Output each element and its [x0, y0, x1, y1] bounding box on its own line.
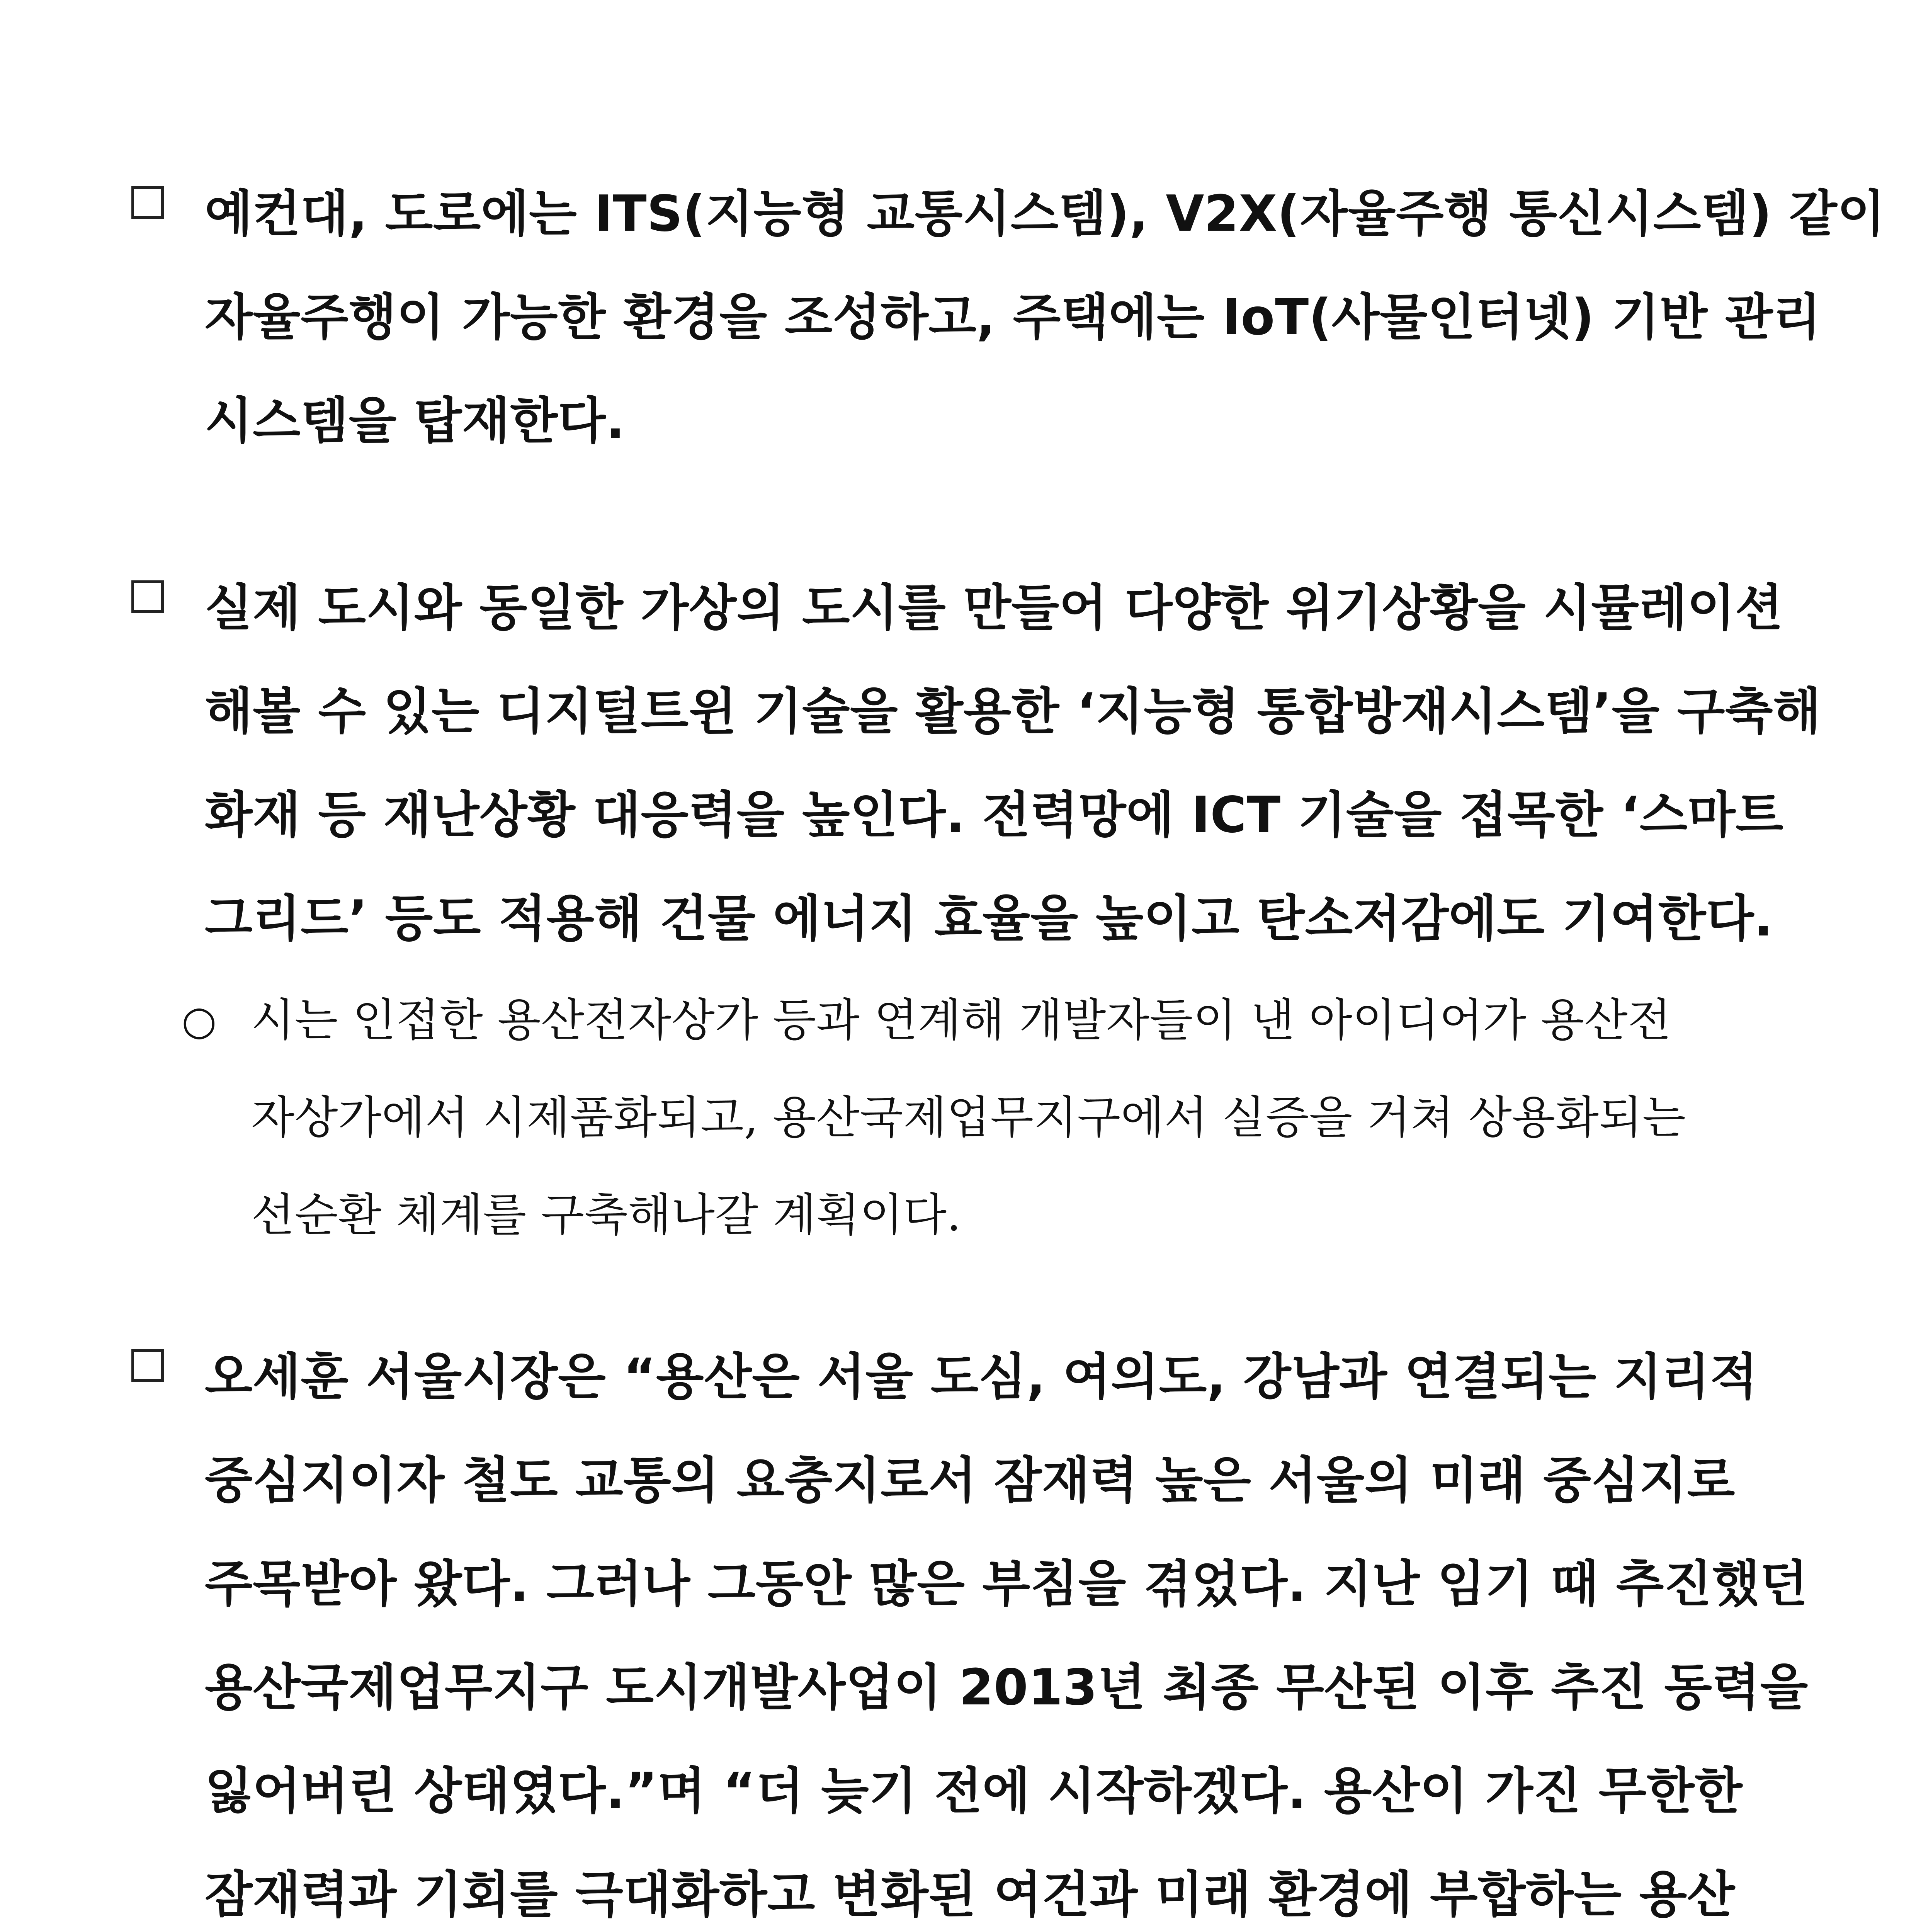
paragraph-text: [205, 556, 1821, 971]
text-line: 실제 도시와 동일한 가상의 도시를 만들어 다양한 위기상황을 시뮬레이션: [205, 579, 1783, 637]
paragraph-text: [251, 972, 1686, 1264]
text-line: 화재 등 재난상황 대응력을 높인다. 전력망에 ICT 기술을 접목한 ‘스마트: [205, 786, 1784, 844]
text-line: 오세훈 서울시장은 “용산은 서울 도심, 여의도, 강남과 연결되는 지리적: [205, 1348, 1758, 1406]
square-bullet-icon: [131, 186, 164, 219]
text-line: 시스템을 탑재한다.: [205, 392, 625, 450]
text-line: 자상가에서 시제품화되고, 용산국제업무지구에서 실증을 거쳐 상용화되는: [251, 1092, 1686, 1144]
circle-bullet-icon: ○: [182, 997, 217, 1044]
text-line: 해볼 수 있는 디지털트윈 기술을 활용한 ‘지능형 통합방재시스템’을 구축해: [205, 683, 1821, 740]
paragraph-text: [205, 162, 1885, 473]
text-line: 자율주행이 가능한 환경을 조성하고, 주택에는 IoT(사물인터넷) 기반 관리: [205, 289, 1821, 346]
square-bullet-icon: [131, 1349, 164, 1382]
text-line: 예컨대, 도로에는 ITS(지능형 교통시스템), V2X(자율주행 통신시스템) 같이: [205, 185, 1885, 243]
text-line: 용산국제업무지구 도시개발사업이 2013년 최종 무산된 이후 추진 동력을: [205, 1659, 1808, 1716]
square-bullet-icon: [131, 580, 164, 613]
text-line: 주목받아 왔다. 그러나 그동안 많은 부침을 겪었다. 지난 임기 때 추진했던: [205, 1555, 1808, 1613]
text-line: 잃어버린 상태였다.”며 “더 늦기 전에 시작하겠다. 용산이 가진 무한한: [205, 1762, 1743, 1820]
text-line: 그리드’ 등도 적용해 건물 에너지 효율을 높이고 탄소저감에도 기여한다.: [205, 890, 1773, 947]
text-line: 잠재력과 기회를 극대화하고 변화된 여건과 미래 환경에 부합하는 용산: [205, 1866, 1735, 1923]
text-line: 선순환 체계를 구축해나갈 계획이다.: [251, 1189, 961, 1241]
paragraph-text: [205, 1325, 1808, 1932]
text-line: 시는 인접한 용산전자상가 등과 연계해 개발자들이 낸 아이디어가 용산전: [251, 994, 1671, 1046]
text-line: 중심지이자 철도 교통의 요충지로서 잠재력 높은 서울의 미래 중심지로: [205, 1452, 1735, 1509]
